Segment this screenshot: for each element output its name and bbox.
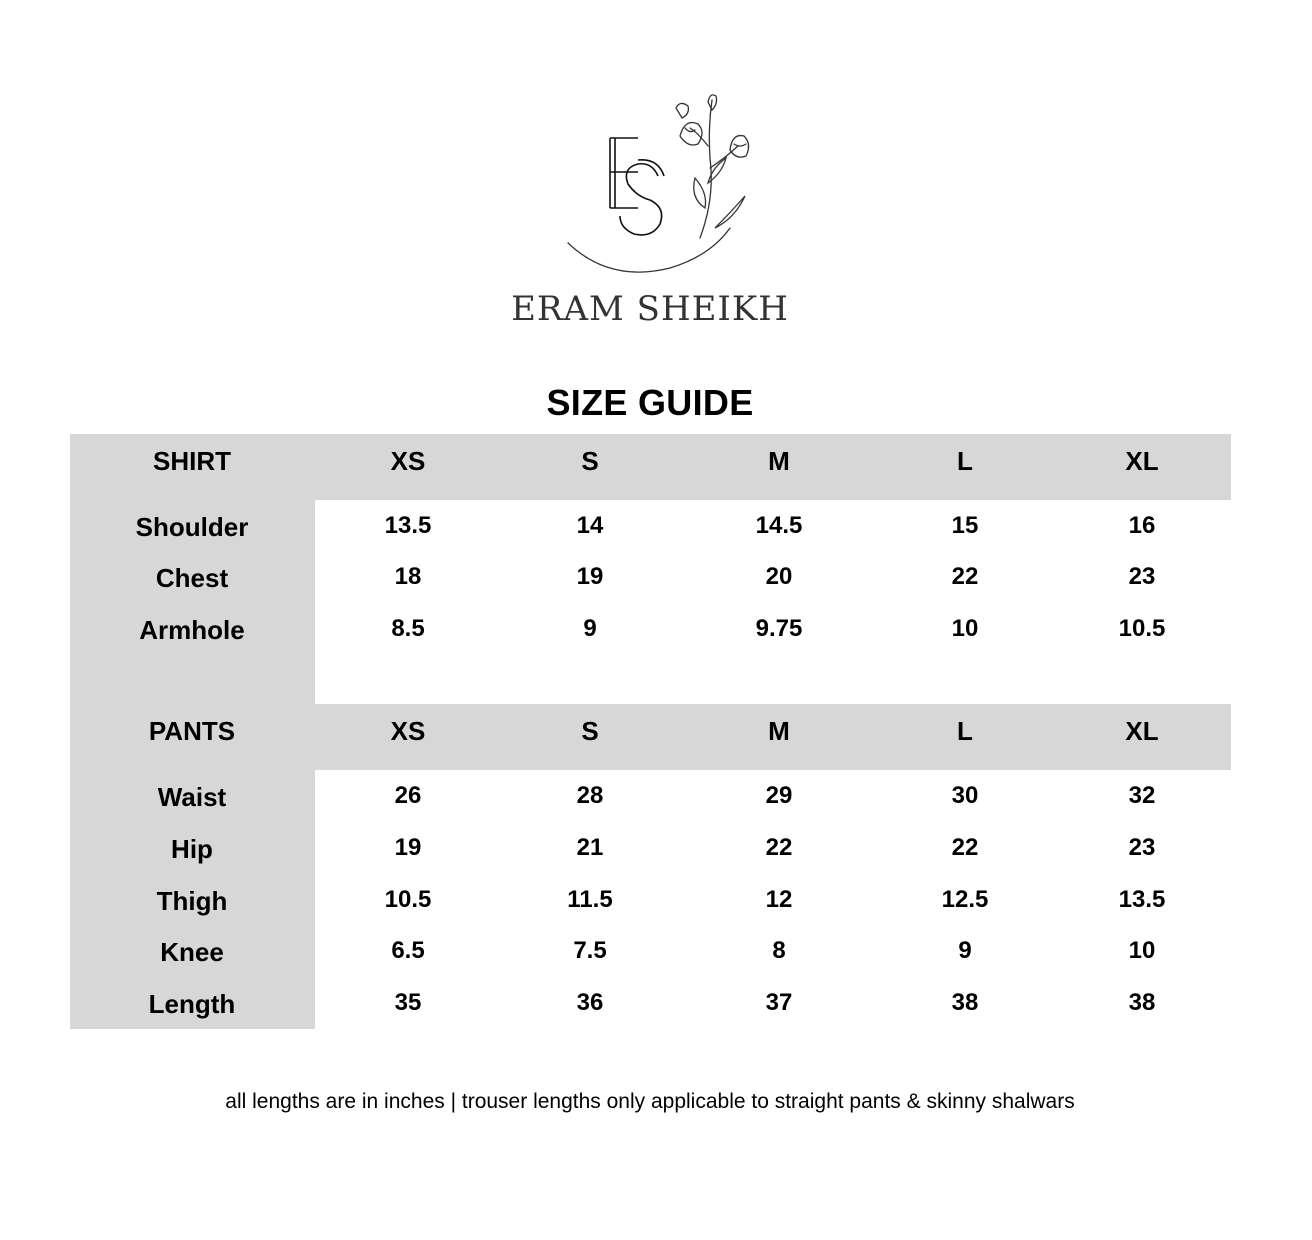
table-cell: 22 xyxy=(951,563,979,590)
size-xs: XS xyxy=(390,716,426,746)
table-cell: 32 xyxy=(1128,782,1156,809)
table-cell: 15 xyxy=(951,512,979,539)
shirt-header-band xyxy=(70,434,1231,500)
table-cell: 19 xyxy=(576,563,604,590)
table-cell: 14 xyxy=(576,512,604,539)
table-cell: 19 xyxy=(394,834,422,861)
table-cell: 30 xyxy=(951,782,979,809)
table-cell: 13.5 xyxy=(384,512,432,539)
table-cell: 10 xyxy=(1128,937,1156,964)
table-cell: 22 xyxy=(951,834,979,861)
shirt-header: SHIRT xyxy=(153,446,231,476)
size-s: S xyxy=(581,446,599,476)
row-label-armhole: Armhole xyxy=(139,615,245,645)
table-cell: 12.5 xyxy=(941,886,989,913)
table-cell: 29 xyxy=(765,782,793,809)
table-cell: 35 xyxy=(394,989,422,1016)
size-xl: XL xyxy=(1125,446,1159,476)
page-title: SIZE GUIDE xyxy=(546,382,754,423)
brand-logo xyxy=(511,88,789,338)
size-xl: XL xyxy=(1125,716,1159,746)
size-m: M xyxy=(768,716,790,746)
size-xs: XS xyxy=(390,446,426,476)
row-label-knee: Knee xyxy=(160,937,224,967)
table-cell: 11.5 xyxy=(567,886,613,913)
row-label-waist: Waist xyxy=(157,782,227,812)
table-cell: 28 xyxy=(576,782,604,809)
table-cell: 22 xyxy=(765,834,793,861)
table-cell: 9.75 xyxy=(755,615,803,642)
row-label-thigh: Thigh xyxy=(156,886,228,916)
table-cell: 18 xyxy=(394,563,422,590)
table-cell: 8 xyxy=(772,937,786,964)
row-label-hip: Hip xyxy=(171,834,213,864)
table-cell: 23 xyxy=(1128,834,1156,861)
table-cell: 12 xyxy=(765,886,793,913)
table-cell: 21 xyxy=(576,834,604,861)
size-m: M xyxy=(768,446,790,476)
table-cell: 26 xyxy=(394,782,422,809)
pants-header-band xyxy=(70,704,1231,770)
table-cell: 8.5 xyxy=(391,615,425,642)
row-label-shoulder: Shoulder xyxy=(135,512,249,542)
table-cell: 20 xyxy=(765,563,793,590)
floral-monogram-icon xyxy=(511,88,789,338)
row-label-chest: Chest xyxy=(155,563,229,593)
row-label-length: Length xyxy=(148,989,236,1019)
table-cell: 38 xyxy=(951,989,979,1016)
table-cell: 23 xyxy=(1128,563,1156,590)
table-cell: 7.5 xyxy=(573,937,607,964)
pants-header: PANTS xyxy=(148,716,236,746)
measurement-footnote: all lengths are in inches | trouser lengths only applicable to straight pants & skinny shalwars xyxy=(225,1090,1075,1113)
table-cell: 10.5 xyxy=(1118,615,1166,642)
table-cell: 13.5 xyxy=(1118,886,1166,913)
size-l: L xyxy=(957,716,973,746)
table-cell: 10 xyxy=(951,615,979,642)
table-cell: 6.5 xyxy=(391,937,425,964)
table-cell: 10.5 xyxy=(384,886,432,913)
table-cell: 16 xyxy=(1128,512,1156,539)
table-cell: 9 xyxy=(583,615,597,642)
brand-name: ERAM SHEIKH xyxy=(511,289,789,329)
table-cell: 36 xyxy=(576,989,604,1016)
table-cell: 37 xyxy=(765,989,793,1016)
size-l: L xyxy=(957,446,973,476)
table-cell: 38 xyxy=(1128,989,1156,1016)
table-cell: 14.5 xyxy=(755,512,803,539)
table-cell: 9 xyxy=(958,937,972,964)
size-s: S xyxy=(581,716,599,746)
